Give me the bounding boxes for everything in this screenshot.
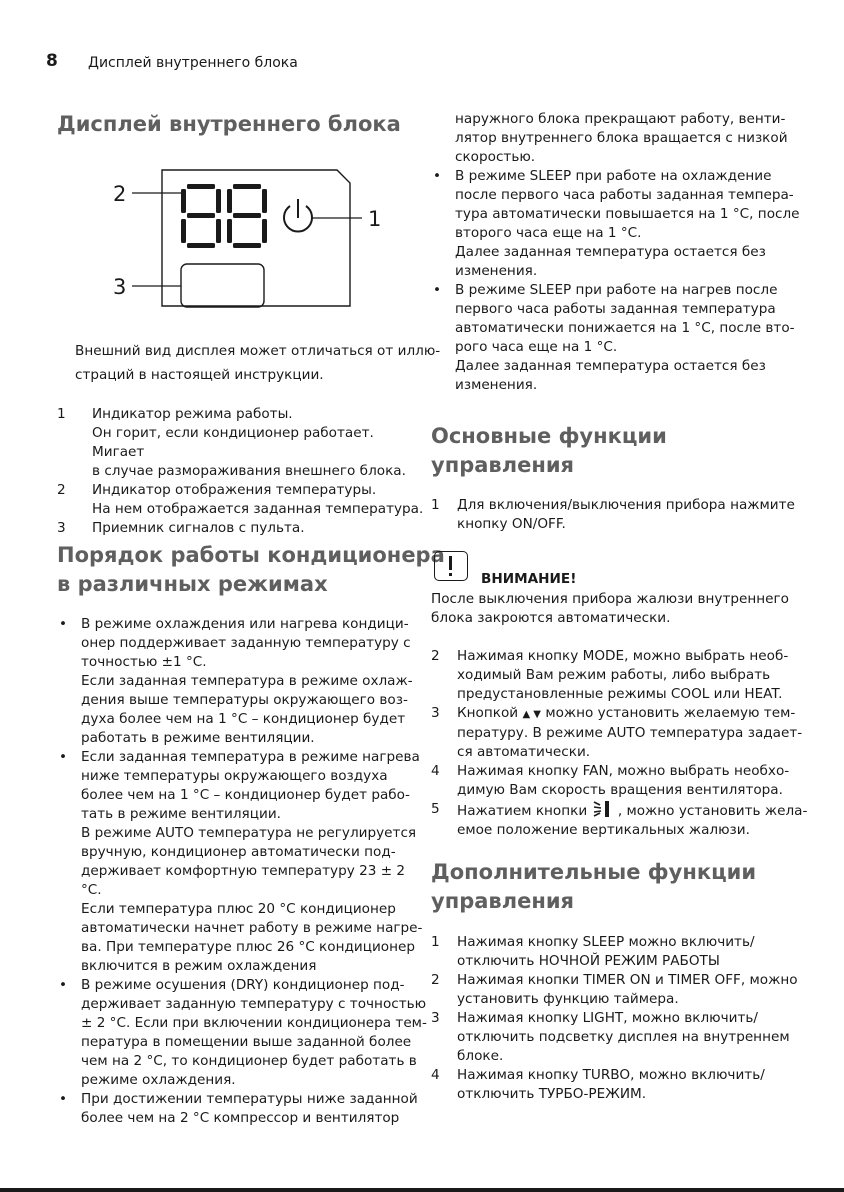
list-item: 1 Для включения/выключения прибора нажмите кнопку ON/OFF.: [431, 497, 795, 532]
list-item: • В режиме охлаждения или нагрева кондици- онер поддерживает заданную температуру с точностью ±1 °С. Если заданная температура в режиме охлаж- дения выше температуры окружающего воз- духа более чем на 1 °С – кондиционер будет работать в режиме вентиляции.: [59, 616, 413, 746]
display-diagram-svg: [105, 168, 405, 308]
list-item: • В режиме осушения (DRY) кондиционер под- держивает заданную температуру с точностью ± 2 °С. Если при включении кондиционера тем- пература в помещении выше заданной более чем на 2 °С, то кондиционер будет работать в режиме охлаждения.: [59, 977, 427, 1088]
extra-items-list: [431, 933, 811, 1104]
up-down-arrows-icon: ▲ ▼: [522, 709, 541, 720]
warning-icon: [434, 551, 468, 581]
display-panel-outline: [162, 170, 350, 306]
continuation-text: наружного блока прекращают работу, венти- лятор внутреннего блока вращается с низкой скоростью.: [455, 111, 788, 165]
seven-segment-digits-icon: [181, 184, 267, 248]
list-item: 4 Нажимая кнопку FAN, можно выбрать необхо- димую Вам скорость вращения вентилятора.: [431, 763, 790, 798]
section-heading-basic-functions: Основные функции управления: [431, 424, 667, 477]
list-item: 1 Нажимая кнопку SLEEP можно включить/ отключить НОЧНОЙ РЕЖИМ РАБОТЫ: [431, 934, 755, 969]
running-header: Дисплей внутреннего блока: [88, 55, 298, 71]
list-item: 5 Нажатием кнопки , можно установить жела- емое положение вертикальных жалюзи.: [431, 801, 808, 838]
diagram-label-3: 3: [113, 275, 127, 299]
modes-bullet-list: [57, 615, 427, 1128]
list-item: 2 Индикатор отображения температуры. На нем отображается заданная температура.: [57, 482, 424, 517]
list-item: 1 Индикатор режима работы. Он горит, если кондиционер работает. Мигает в случае размораживания внешнего блока.: [57, 406, 406, 479]
power-indicator-icon: [284, 199, 312, 231]
page-number: 8: [46, 51, 58, 71]
section-heading-extra-functions: Дополнительные функции управления: [431, 860, 757, 913]
diagram-label-1: 1: [368, 207, 382, 231]
footer-rule: [0, 1188, 844, 1192]
sleep-bullet-list: [431, 167, 811, 395]
list-item: • При достижении температуры ниже заданной более чем на 2 °С компрессор и вентилятор: [59, 1091, 418, 1126]
basic-item1-list: [431, 496, 811, 534]
list-item: • В режиме SLEEP при работе на нагрев после первого часа работы заданная температура автоматически понижается на 1 °С, после вто- рого часа еще на 1 °С. Далее заданная температура остается без изменения.: [433, 282, 795, 393]
basic-items-list: [431, 647, 811, 840]
diagram-label-2: 2: [113, 182, 127, 206]
list-item: 3 Приемник сигналов с пульта.: [57, 520, 305, 536]
diagram-caption-line2: страций в настоящей инструкции.: [75, 367, 324, 383]
signal-receiver-window: [181, 264, 264, 307]
section-heading-modes: Порядок работы кондиционера в различных режимах: [57, 543, 445, 596]
list-item: 2 Нажимая кнопки TIMER ON и TIMER OFF, можно установить функцию таймера.: [431, 972, 798, 1007]
list-item: • Если заданная температура в режиме нагрева ниже температуры окружающего воздуха более чем на 1 °С – кондиционер будет рабо- тать в режиме вентиляции. В режиме AUTO температура не регулируется вручную, кондиционер автоматически под- держивает комфортную температуру 23 ± 2 °С. Если температура плюс 20 °С кондиционер автоматически начнет работу в режиме нагре- ва. При температуре плюс 26 °С кондиционер включится в режим охлаждения: [59, 749, 423, 974]
display-items-list: [57, 405, 427, 538]
louver-swing-icon: [592, 800, 614, 818]
diagram-caption-line1: Внешний вид дисплея может отличаться от иллю-: [75, 343, 441, 359]
display-diagram: [105, 168, 405, 308]
list-item: 3 Кнопкой ▲ ▼ можно установить желаемую тем- пературу. В режиме AUTO температура задает- ся автоматически.: [431, 705, 803, 760]
list-item: • В режиме SLEEP при работе на охлаждение после первого часа работы заданная темпера- тура автоматически повышается на 1 °С, после второго часа еще на 1 °С. Далее заданная температура остается без изменения.: [433, 168, 800, 279]
warning-text: После выключения прибора жалюзи внутреннего блока закроются автоматически.: [431, 591, 789, 626]
warning-title: ВНИМАНИЕ!: [481, 571, 577, 587]
section-heading-display: Дисплей внутреннего блока: [57, 112, 401, 136]
list-item: 2 Нажимая кнопку MODE, можно выбрать необ- ходимый Вам режим работы, либо выбрать предустановленные режимы COOL или HEAT.: [431, 648, 789, 702]
list-item: 4 Нажимая кнопку TURBO, можно включить/ отключить ТУРБО-РЕЖИМ.: [431, 1067, 765, 1102]
list-item: 3 Нажимая кнопку LIGHT, можно включить/ отключить подсветку дисплея на внутреннем блоке.: [431, 1010, 790, 1064]
